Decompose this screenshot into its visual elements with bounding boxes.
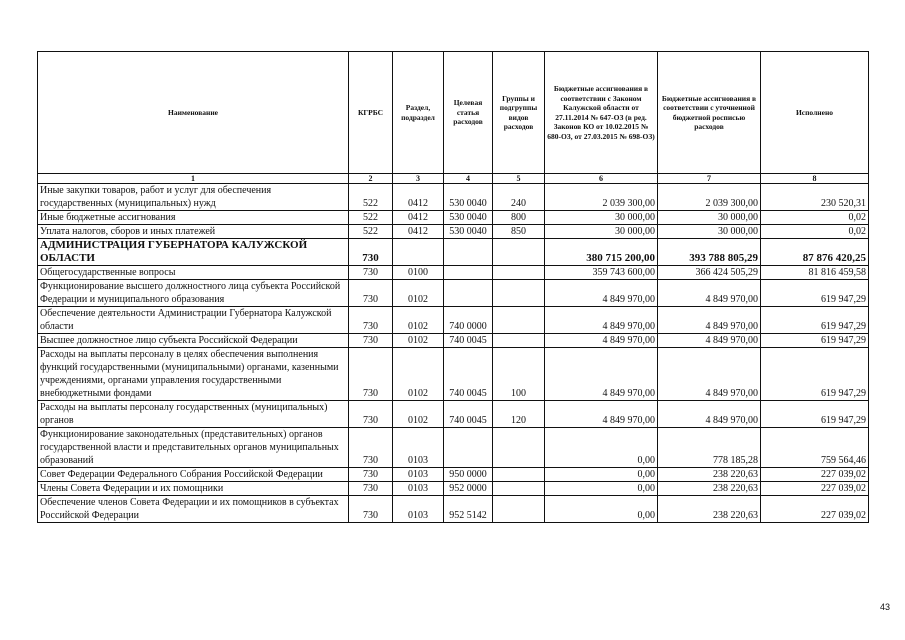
cell-kgrbs: 730 — [349, 266, 393, 280]
cell-section: 0103 — [393, 428, 444, 468]
column-number: 7 — [658, 174, 761, 184]
cell-assign-law: 30 000,00 — [545, 211, 658, 225]
cell-assign-refined: 4 849 970,00 — [658, 307, 761, 334]
table-row — [38, 401, 869, 428]
cell-kgrbs: 730 — [349, 334, 393, 348]
column-number: 6 — [545, 174, 658, 184]
cell-assign-refined: 778 185,28 — [658, 428, 761, 468]
cell-assign-law: 4 849 970,00 — [545, 334, 658, 348]
cell-name: Расходы на выплаты персоналу в целях обеспечения выполнения функций государственными (муниципальными) органами, казенными учреждениями, органами управления государственными внебюджетными фондами — [38, 348, 349, 401]
cell-section: 0412 — [393, 225, 444, 239]
cell-target: 740 0000 — [444, 307, 493, 334]
cell-assign-law: 0,00 — [545, 496, 658, 523]
cell-group — [493, 496, 545, 523]
cell-kgrbs: 730 — [349, 239, 393, 266]
cell-executed: 619 947,29 — [761, 280, 869, 307]
header-section: Раздел, подраздел — [393, 52, 444, 174]
cell-executed: 0,02 — [761, 211, 869, 225]
cell-assign-refined: 2 039 300,00 — [658, 184, 761, 211]
cell-assign-refined: 366 424 505,29 — [658, 266, 761, 280]
cell-target — [444, 280, 493, 307]
cell-section: 0102 — [393, 401, 444, 428]
header-kgrbs: КГРБС — [349, 52, 393, 174]
cell-name: Функционирование законодательных (представительных) органов государственной власти и представительных органов муниципальных образований — [38, 428, 349, 468]
header-executed: Исполнено — [761, 52, 869, 174]
cell-group — [493, 280, 545, 307]
cell-group: 120 — [493, 401, 545, 428]
table-row — [38, 496, 869, 523]
cell-target: 952 0000 — [444, 482, 493, 496]
cell-name: Члены Совета Федерации и их помощники — [38, 482, 349, 496]
cell-target: 530 0040 — [444, 211, 493, 225]
column-number: 3 — [393, 174, 444, 184]
cell-name: Совет Федерации Федерального Собрания Российской Федерации — [38, 468, 349, 482]
cell-section: 0103 — [393, 482, 444, 496]
cell-group: 100 — [493, 348, 545, 401]
cell-executed: 619 947,29 — [761, 307, 869, 334]
cell-name: Расходы на выплаты персоналу государственных (муниципальных) органов — [38, 401, 349, 428]
cell-section: 0412 — [393, 184, 444, 211]
cell-assign-refined: 238 220,63 — [658, 482, 761, 496]
table-row — [38, 266, 869, 280]
cell-group — [493, 266, 545, 280]
header-assign-law: Бюджетные ассигнования в соответствии с Законом Калужской области от 27.11.2014 № 647-ОЗ (в ред. Законов КО от 10.02.2015 № 680-ОЗ, от 27.03.2015 № 698-ОЗ) — [545, 52, 658, 174]
cell-assign-law: 380 715 200,00 — [545, 239, 658, 266]
cell-section — [393, 239, 444, 266]
cell-assign-law: 4 849 970,00 — [545, 348, 658, 401]
table-row — [38, 468, 869, 482]
cell-assign-law: 0,00 — [545, 428, 658, 468]
cell-target: 530 0040 — [444, 184, 493, 211]
table-row — [38, 307, 869, 334]
cell-name: Уплата налогов, сборов и иных платежей — [38, 225, 349, 239]
cell-name: Функционирование высшего должностного лица субъекта Российской Федерации и муниципального образования — [38, 280, 349, 307]
cell-target: 740 0045 — [444, 334, 493, 348]
cell-executed: 227 039,02 — [761, 468, 869, 482]
cell-name: Обеспечение членов Совета Федерации и их помощников в субъектах Российской Федерации — [38, 496, 349, 523]
cell-group — [493, 428, 545, 468]
table-row — [38, 239, 869, 266]
cell-group: 850 — [493, 225, 545, 239]
column-number-row — [38, 174, 869, 184]
cell-section: 0412 — [393, 211, 444, 225]
column-number: 2 — [349, 174, 393, 184]
cell-group — [493, 307, 545, 334]
cell-target — [444, 266, 493, 280]
table-row — [38, 482, 869, 496]
cell-assign-refined: 238 220,63 — [658, 496, 761, 523]
table-row — [38, 211, 869, 225]
page-number: 43 — [880, 602, 891, 612]
table-row — [38, 348, 869, 401]
header-target: Целевая статья расходов — [444, 52, 493, 174]
cell-assign-law: 4 849 970,00 — [545, 280, 658, 307]
cell-assign-law: 4 849 970,00 — [545, 401, 658, 428]
cell-group: 800 — [493, 211, 545, 225]
cell-kgrbs: 730 — [349, 496, 393, 523]
header-name: Наименование — [38, 52, 349, 174]
cell-group — [493, 482, 545, 496]
cell-section: 0103 — [393, 496, 444, 523]
cell-assign-refined: 393 788 805,29 — [658, 239, 761, 266]
cell-executed: 619 947,29 — [761, 348, 869, 401]
cell-name: АДМИНИСТРАЦИЯ ГУБЕРНАТОРА КАЛУЖСКОЙ ОБЛАСТИ — [38, 239, 349, 266]
cell-assign-refined: 30 000,00 — [658, 211, 761, 225]
cell-name: Иные бюджетные ассигнования — [38, 211, 349, 225]
cell-assign-refined: 4 849 970,00 — [658, 280, 761, 307]
cell-group — [493, 334, 545, 348]
table-row — [38, 225, 869, 239]
cell-section: 0103 — [393, 468, 444, 482]
cell-section: 0102 — [393, 334, 444, 348]
column-number: 1 — [38, 174, 349, 184]
cell-target: 530 0040 — [444, 225, 493, 239]
cell-kgrbs: 730 — [349, 401, 393, 428]
column-number: 4 — [444, 174, 493, 184]
cell-executed: 227 039,02 — [761, 496, 869, 523]
cell-kgrbs: 522 — [349, 184, 393, 211]
table-row — [38, 280, 869, 307]
cell-assign-refined: 4 849 970,00 — [658, 334, 761, 348]
cell-name: Высшее должностное лицо субъекта Российской Федерации — [38, 334, 349, 348]
table-row — [38, 184, 869, 211]
cell-executed: 230 520,31 — [761, 184, 869, 211]
cell-section: 0100 — [393, 266, 444, 280]
cell-assign-refined: 30 000,00 — [658, 225, 761, 239]
cell-target: 740 0045 — [444, 401, 493, 428]
cell-kgrbs: 730 — [349, 428, 393, 468]
budget-table — [37, 51, 869, 523]
cell-target — [444, 239, 493, 266]
cell-assign-law: 0,00 — [545, 482, 658, 496]
cell-kgrbs: 730 — [349, 280, 393, 307]
cell-executed: 619 947,29 — [761, 401, 869, 428]
cell-assign-law: 359 743 600,00 — [545, 266, 658, 280]
header-row — [38, 52, 869, 174]
table-row — [38, 334, 869, 348]
cell-assign-refined: 4 849 970,00 — [658, 348, 761, 401]
cell-section: 0102 — [393, 280, 444, 307]
cell-assign-refined: 238 220,63 — [658, 468, 761, 482]
cell-name: Общегосударственные вопросы — [38, 266, 349, 280]
cell-kgrbs: 730 — [349, 307, 393, 334]
cell-name: Обеспечение деятельности Администрации Губернатора Калужской области — [38, 307, 349, 334]
cell-executed: 81 816 459,58 — [761, 266, 869, 280]
column-number: 5 — [493, 174, 545, 184]
cell-kgrbs: 522 — [349, 225, 393, 239]
cell-assign-law: 2 039 300,00 — [545, 184, 658, 211]
cell-executed: 87 876 420,25 — [761, 239, 869, 266]
cell-name: Иные закупки товаров, работ и услуг для обеспечения государственных (муниципальных) нужд — [38, 184, 349, 211]
cell-section: 0102 — [393, 348, 444, 401]
cell-executed: 0,02 — [761, 225, 869, 239]
cell-assign-law: 4 849 970,00 — [545, 307, 658, 334]
cell-target: 740 0045 — [444, 348, 493, 401]
cell-assign-refined: 4 849 970,00 — [658, 401, 761, 428]
cell-executed: 759 564,46 — [761, 428, 869, 468]
cell-group — [493, 468, 545, 482]
header-groups: Группы и подгруппы видов расходов — [493, 52, 545, 174]
cell-kgrbs: 730 — [349, 348, 393, 401]
cell-target: 950 0000 — [444, 468, 493, 482]
cell-kgrbs: 730 — [349, 468, 393, 482]
cell-assign-law: 0,00 — [545, 468, 658, 482]
cell-target: 952 5142 — [444, 496, 493, 523]
cell-executed: 227 039,02 — [761, 482, 869, 496]
cell-group — [493, 239, 545, 266]
cell-target — [444, 428, 493, 468]
cell-kgrbs: 730 — [349, 482, 393, 496]
column-number: 8 — [761, 174, 869, 184]
header-assign-refined: Бюджетные ассигнования в соответствии с уточненной бюджетной росписью расходов — [658, 52, 761, 174]
cell-executed: 619 947,29 — [761, 334, 869, 348]
cell-group: 240 — [493, 184, 545, 211]
cell-assign-law: 30 000,00 — [545, 225, 658, 239]
cell-kgrbs: 522 — [349, 211, 393, 225]
cell-section: 0102 — [393, 307, 444, 334]
table-row — [38, 428, 869, 468]
